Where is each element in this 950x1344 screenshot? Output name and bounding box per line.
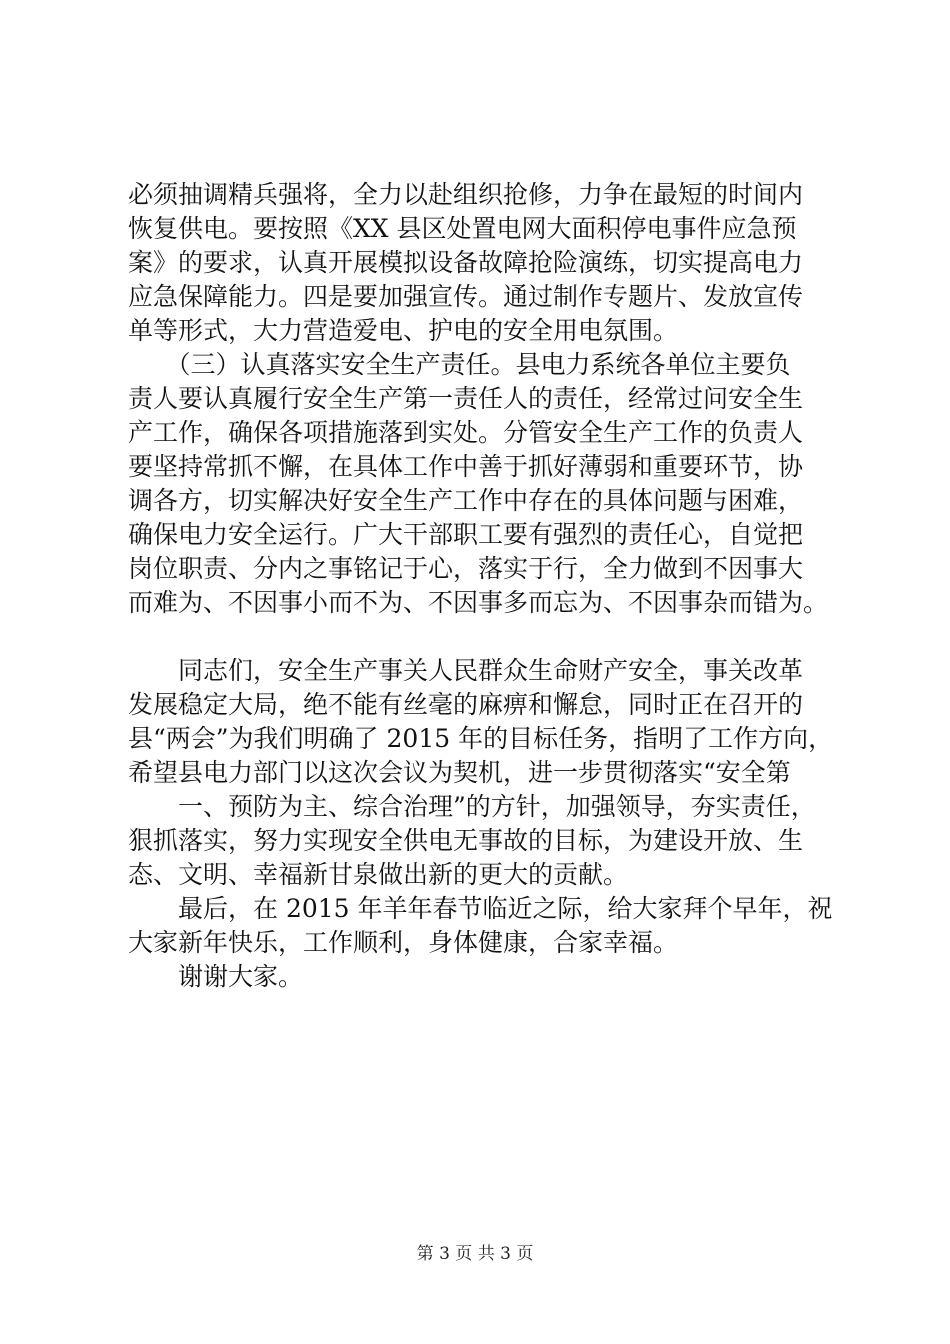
text-line: 县“两会”为我们明确了 2015 年的目标任务，指明了工作方向，	[128, 724, 834, 753]
text-line: 案》的要求，认真开展模拟设备故障抢险演练，切实提高电力	[128, 248, 804, 277]
text-line: 态、文明、幸福新甘泉做出新的更大的贡献。	[128, 860, 629, 889]
text-line: 一、预防为主、综合治理”的方针，加强领导，夯实责任，	[128, 792, 816, 821]
text-line: 希望县电力部门以这次会议为契机，进一步贯彻落实“安全第	[128, 758, 791, 787]
text-line: 岗位职责、分内之事铭记于心，落实于行，全力做到不因事大	[128, 554, 804, 583]
text-line: 调各方，切实解决好安全生产工作中存在的具体问题与困难，	[128, 486, 804, 515]
text-line: 必须抽调精兵强将，全力以赴组织抢修，力争在最短的时间内	[128, 180, 804, 209]
text-line: 最后，在 2015 年羊年春节临近之际，给大家拜个早年，祝	[128, 894, 833, 923]
text-line: 责人要认真履行安全生产第一责任人的责任，经常过问安全生	[128, 384, 804, 413]
text-line: 恢复供电。要按照《XX 县区处置电网大面积停电事件应急预	[128, 214, 797, 243]
text-line: 发展稳定大局，绝不能有丝毫的麻痹和懈怠，同时正在召开的	[128, 690, 804, 719]
paragraph-gap	[128, 620, 850, 654]
text-line: 大家新年快乐，工作顺利，身体健康，合家幸福。	[128, 928, 679, 957]
text-line: 单等形式，大力营造爱电、护电的安全用电氛围。	[128, 316, 679, 345]
text-line: 要坚持常抓不懈，在具体工作中善于抓好薄弱和重要环节，协	[128, 452, 804, 481]
text-line: 狠抓落实，努力实现安全供电无事故的目标，为建设开放、生	[128, 826, 804, 855]
text-line: （三）认真落实安全生产责任。县电力系统各单位主要负	[128, 350, 791, 379]
text-line: 而难为、不因事小而不为、不因事多而忘为、不因事杂而错为。	[128, 588, 829, 617]
page-footer	[0, 1243, 950, 1265]
text-line: 产工作，确保各项措施落到实处。分管安全生产工作的负责人	[128, 418, 804, 447]
text-line: 谢谢大家。	[128, 962, 304, 991]
body-text	[128, 178, 850, 994]
text-line: 同志们，安全生产事关人民群众生命财产安全，事关改革	[128, 656, 804, 685]
text-line: 应急保障能力。四是要加强宣传。通过制作专题片、发放宣传	[128, 282, 804, 311]
text-line: 确保电力安全运行。广大干部职工要有强烈的责任心，自觉把	[128, 520, 804, 549]
page-number: 第 3 页 共 3 页	[416, 1244, 534, 1264]
